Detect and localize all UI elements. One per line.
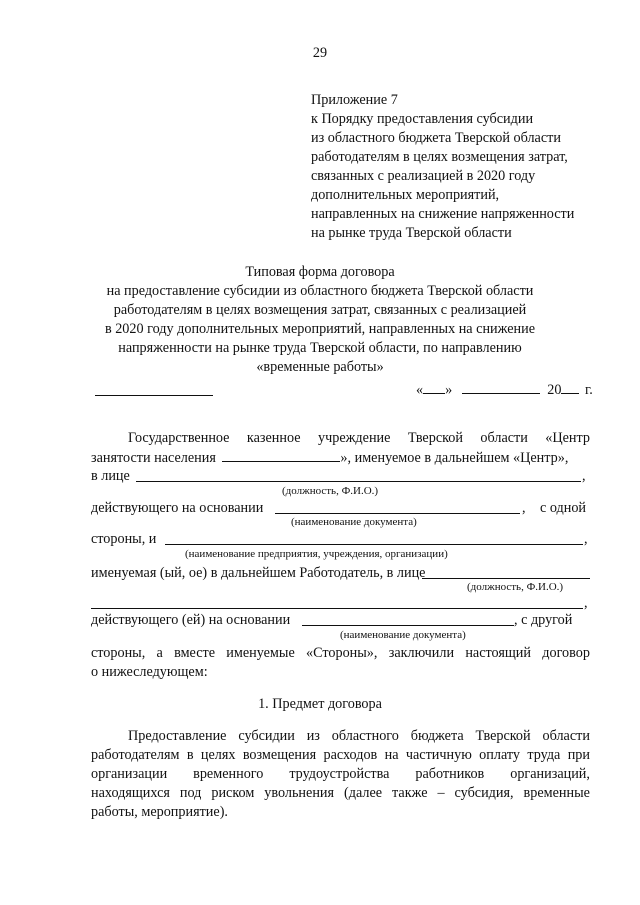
parties-line-3	[91, 468, 130, 485]
title-line: напряженности на рынке труда Тверской области, по направлению	[118, 340, 522, 356]
word: также	[392, 785, 428, 801]
word: –	[437, 785, 445, 801]
word: возмещения	[242, 747, 317, 763]
employer-representative-blank-2	[91, 608, 583, 609]
employer-representative-blank	[422, 578, 590, 579]
word: а	[156, 645, 163, 661]
text: , с другой	[514, 612, 573, 628]
appendix-line: дополнительных мероприятий,	[311, 187, 500, 203]
comma: ,	[582, 468, 586, 484]
section1-line-2	[91, 747, 590, 764]
parties-line-4	[91, 500, 263, 517]
caption-document-name: (наименование документа)	[291, 516, 417, 528]
word: бюджета	[410, 728, 464, 744]
comma: ,	[584, 531, 588, 547]
word: организаций,	[510, 766, 590, 782]
word: настоящий	[465, 645, 531, 661]
date-field	[416, 381, 593, 399]
word: субсидии	[238, 728, 295, 744]
month-blank	[462, 381, 540, 394]
parties-line-8	[91, 612, 290, 629]
word: области	[480, 430, 528, 446]
place-blank	[95, 395, 213, 396]
center-basis-blank	[275, 513, 520, 514]
text: действующего на основании	[91, 500, 264, 516]
text: занятости населения	[91, 450, 216, 466]
word: субсидия,	[454, 785, 514, 801]
word: договор	[542, 645, 590, 661]
word: на	[384, 747, 399, 763]
word: областного	[331, 728, 399, 744]
section1-line-5: работы, мероприятие).	[91, 804, 228, 820]
text: действующего (ей) на основании	[91, 612, 291, 628]
year-suffix: г.	[585, 382, 593, 398]
parties-line-6	[91, 565, 425, 582]
word: находящихся	[91, 785, 170, 801]
employer-basis-blank	[302, 625, 514, 626]
word: в	[186, 747, 194, 763]
caption-enterprise-name: (наименование предприятия, учреждения, организации)	[185, 548, 448, 560]
section1-line-1	[128, 728, 590, 745]
word: оплату	[479, 747, 520, 763]
word: временные	[523, 785, 590, 801]
word: работодателям	[91, 747, 180, 763]
comma: ,	[584, 595, 588, 611]
word: вместе	[174, 645, 215, 661]
appendix-line: на рынке труда Тверской области	[311, 225, 512, 241]
title-line: Типовая форма договора	[245, 264, 395, 280]
word: труда	[527, 747, 561, 763]
word: временного	[193, 766, 264, 782]
parties-line-2	[91, 449, 568, 467]
word: казенное	[246, 430, 301, 446]
word: заключили	[388, 645, 455, 661]
appendix-line: работодателям в целях возмещения затрат,	[311, 149, 568, 165]
word: организации	[91, 766, 168, 782]
word: целях	[200, 747, 236, 763]
title-line: работодателям в целях возмещения затрат, связанных с реализацией	[113, 302, 527, 318]
title-line: «временные работы»	[256, 359, 384, 375]
word: стороны,	[91, 645, 146, 661]
text: с одной	[540, 500, 587, 516]
year-blank	[561, 381, 579, 394]
caption-position-name: (должность, Ф.И.О.)	[467, 581, 564, 593]
word: именуемые	[226, 645, 295, 661]
year-prefix: 20	[547, 382, 562, 398]
word: Тверской	[475, 728, 531, 744]
word: работников	[415, 766, 485, 782]
word: частичную	[405, 747, 472, 763]
word: при	[567, 747, 590, 763]
caption-position-name: (должность, Ф.И.О.)	[282, 485, 379, 497]
date-open-quote: «	[416, 382, 424, 398]
section1-line-3	[91, 766, 590, 783]
parties-line-5	[91, 531, 156, 548]
text: », именуемое в дальнейшем «Центр»,	[340, 450, 569, 466]
appendix-line: к Порядку предоставления субсидии	[311, 111, 534, 127]
word: риском	[211, 785, 255, 801]
appendix-line: направленных на снижение напряженности	[311, 206, 575, 222]
text: именуемая (ый, ое) в дальнейшем Работодатель, в лице	[91, 565, 426, 581]
title-line: в 2020 году дополнительных мероприятий, направленных на снижение	[104, 321, 536, 337]
word: учреждение	[318, 430, 391, 446]
word: области	[542, 728, 590, 744]
comma: ,	[522, 500, 526, 516]
caption-document-name: (наименование документа)	[340, 629, 466, 641]
appendix-line: связанных с реализацией в 2020 году	[311, 168, 536, 184]
word: расходов	[323, 747, 378, 763]
parties-line-9	[91, 645, 590, 662]
text: стороны, и	[91, 531, 157, 547]
parties-line-1	[128, 430, 590, 447]
section-heading: 1. Предмет договора	[258, 696, 382, 712]
center-representative-blank	[136, 481, 581, 482]
word: увольнения	[264, 785, 335, 801]
center-name-blank	[222, 449, 340, 462]
word: из	[306, 728, 320, 744]
employer-name-blank	[165, 544, 583, 545]
section1-line-4	[91, 785, 590, 802]
word: Предоставление	[128, 728, 227, 744]
word: «Стороны»,	[306, 645, 378, 661]
word: Государственное	[128, 430, 230, 446]
text: в лице	[91, 468, 130, 484]
parties-line-10: о нижеследующем:	[91, 664, 208, 680]
appendix-line: Приложение 7	[311, 92, 398, 108]
word: под	[179, 785, 202, 801]
word: «Центр	[545, 430, 590, 446]
word: Тверской	[407, 430, 463, 446]
word: (далее	[344, 785, 383, 801]
appendix-line: из областного бюджета Тверской области	[311, 130, 561, 146]
word: трудоустройства	[289, 766, 390, 782]
page-number: 29	[312, 45, 328, 61]
day-blank	[423, 381, 445, 394]
title-line: на предоставление субсидии из областного бюджета Тверской области	[106, 283, 534, 299]
date-close-quote: »	[445, 382, 453, 398]
